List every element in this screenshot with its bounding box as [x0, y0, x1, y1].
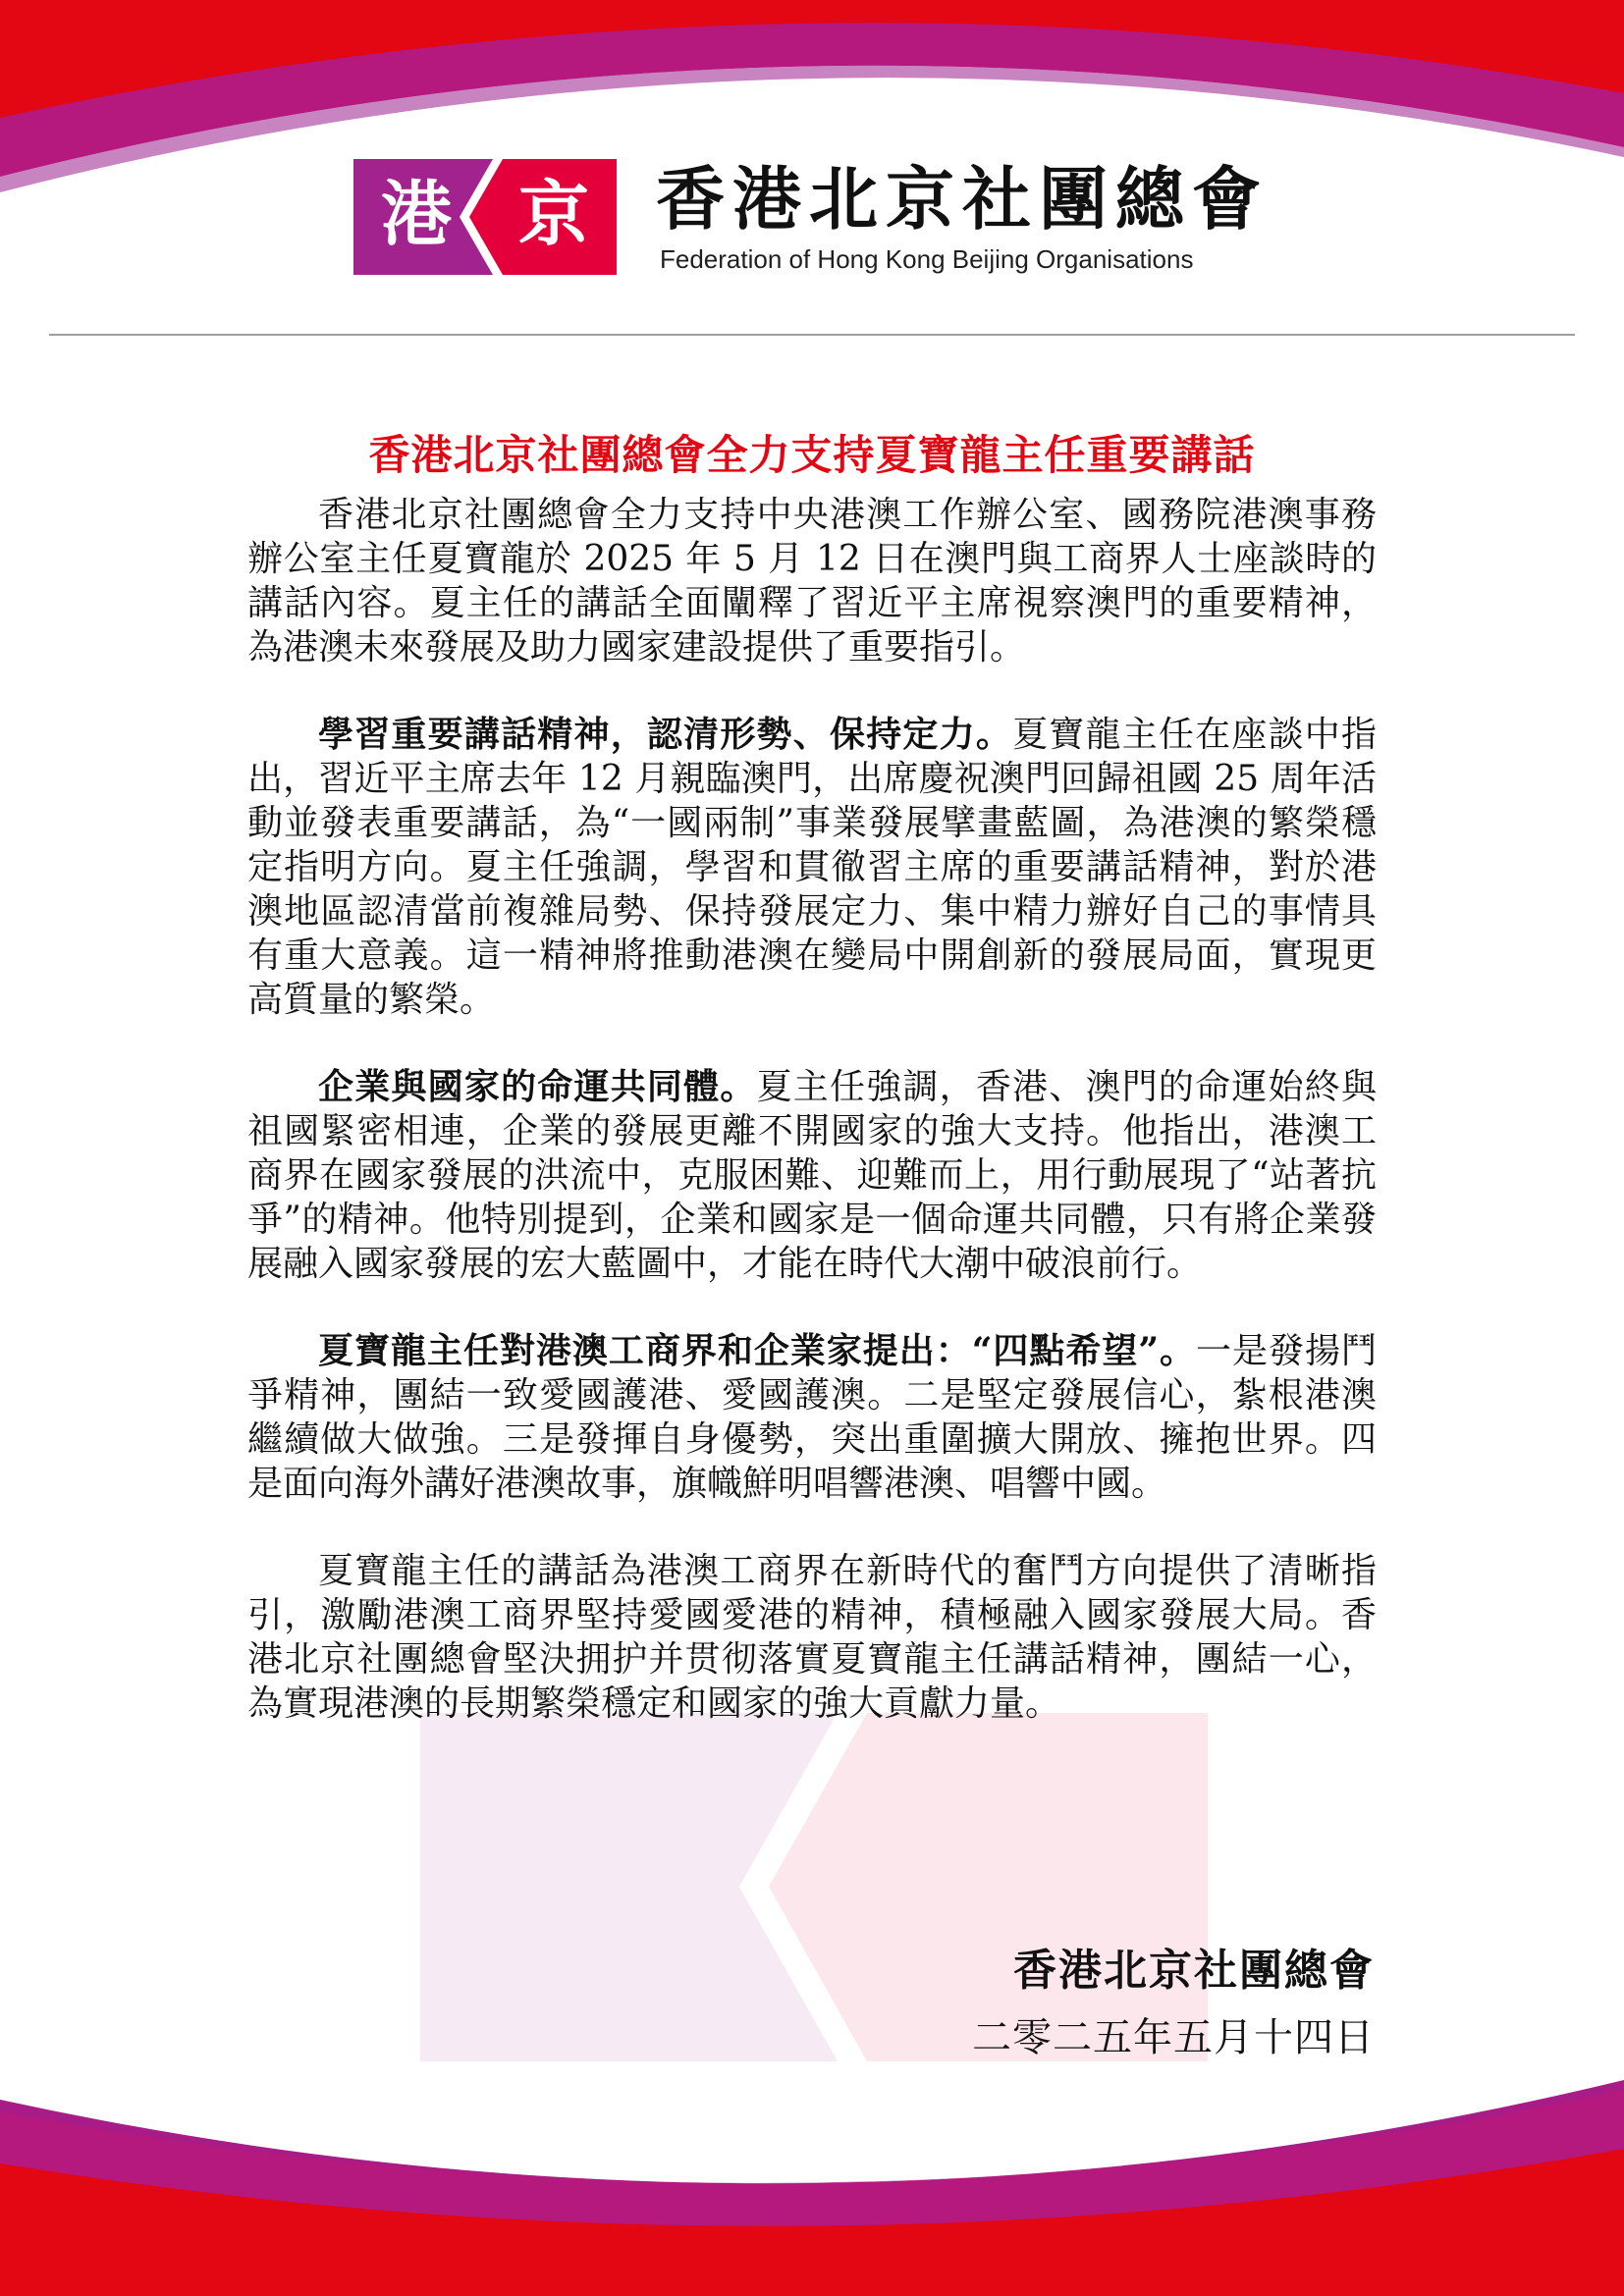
paragraph-shared-destiny: [247, 1065, 1377, 1286]
org-name-chinese: 香港北京社團總會: [656, 158, 1269, 240]
signature-date: 二零二五年五月十四日: [972, 2015, 1375, 2060]
document-title: 香港北京社團總會全力支持夏寶龍主任重要講話: [368, 431, 1256, 480]
paragraph-lead: 企業與國家的命運共同體。: [318, 1066, 757, 1107]
paragraph-lead: 學習重要講話精神，認清形勢、保持定力。: [318, 714, 1013, 755]
paragraph-four-hopes: [247, 1329, 1377, 1506]
signature-organization: 香港北京社團總會: [1013, 1946, 1375, 1996]
logo-mark-right-char: 京: [517, 173, 589, 255]
header-logo: [353, 157, 1269, 280]
document-body: [247, 493, 1377, 1769]
paragraph-study-spirit: [247, 713, 1377, 1022]
paragraph-text: 夏主任強調，香港、澳門的命運始終與祖國緊密相連，企業的發展更離不開國家的強大支持。他指出，港澳工商界在國家發展的洪流中，克服困難、迎難而上，用行動展現了“站著抗爭”的精神。他特別提到，企業和國家是一個命運共同體，只有將企業發展融入國家發展的宏大藍圖中，才能在時代大潮中破浪前行。: [247, 1067, 1377, 1284]
header-divider: [49, 334, 1575, 336]
paragraph-text: 夏寶龍主任的講話為港澳工商界在新時代的奮鬥方向提供了清晰指引，激勵港澳工商界堅持愛國愛港的精神，積極融入國家發展大局。香港北京社團總會堅決拥护并贯彻落實夏寶龍主任講話精神，團結一心，為實現港澳的長期繁榮穩定和國家的強大貢獻力量。: [247, 1551, 1377, 1724]
paragraph-text: 夏寶龍主任在座談中指出，習近平主席去年 12 月親臨澳門，出席慶祝澳門回歸祖國 25 周年活動並發表重要講話，為“一國兩制”事業發展擘畫藍圖，為港澳的繁榮穩定指明方向。夏主任強調，學習和貫徹習主席的重要講話精神，對於港澳地區認清當前複雜局勢、保持發展定力、集中精力辦好自己的事情具有重大意義。這一精神將推動港澳在變局中開創新的發展局面，實現更高質量的繁榮。: [247, 715, 1377, 1020]
paragraph-conclusion: [247, 1549, 1377, 1726]
paragraph-lead: 夏寶龍主任對港澳工商界和企業家提出：“四點希望”。: [318, 1330, 1197, 1371]
logo-mark-left-char: 港: [380, 173, 452, 255]
paragraph-text: 香港北京社團總會全力支持中央港澳工作辦公室、國務院港澳事務辦公室主任夏寶龍於 2025 年 5 月 12 日在澳門與工商界人士座談時的講話內容。夏主任的講話全面闡釋了習近平主席視察澳門的重要精神，為港澳未來發展及助力國家建設提供了重要指引。: [247, 495, 1377, 667]
paragraph-intro: [247, 493, 1377, 669]
paragraph-text: 一是發揚鬥爭精神，團結一致愛國護港、愛國護澳。二是堅定發展信心，紮根港澳繼續做大做強。三是發揮自身優勢，突出重圍擴大開放、擁抱世界。四是面向海外講好港澳故事，旗幟鮮明唱響港澳、唱響中國。: [247, 1331, 1377, 1504]
org-name-english: Federation of Hong Kong Beijing Organisations: [660, 244, 1194, 274]
bottom-banner-decoration: [0, 2041, 1624, 2296]
